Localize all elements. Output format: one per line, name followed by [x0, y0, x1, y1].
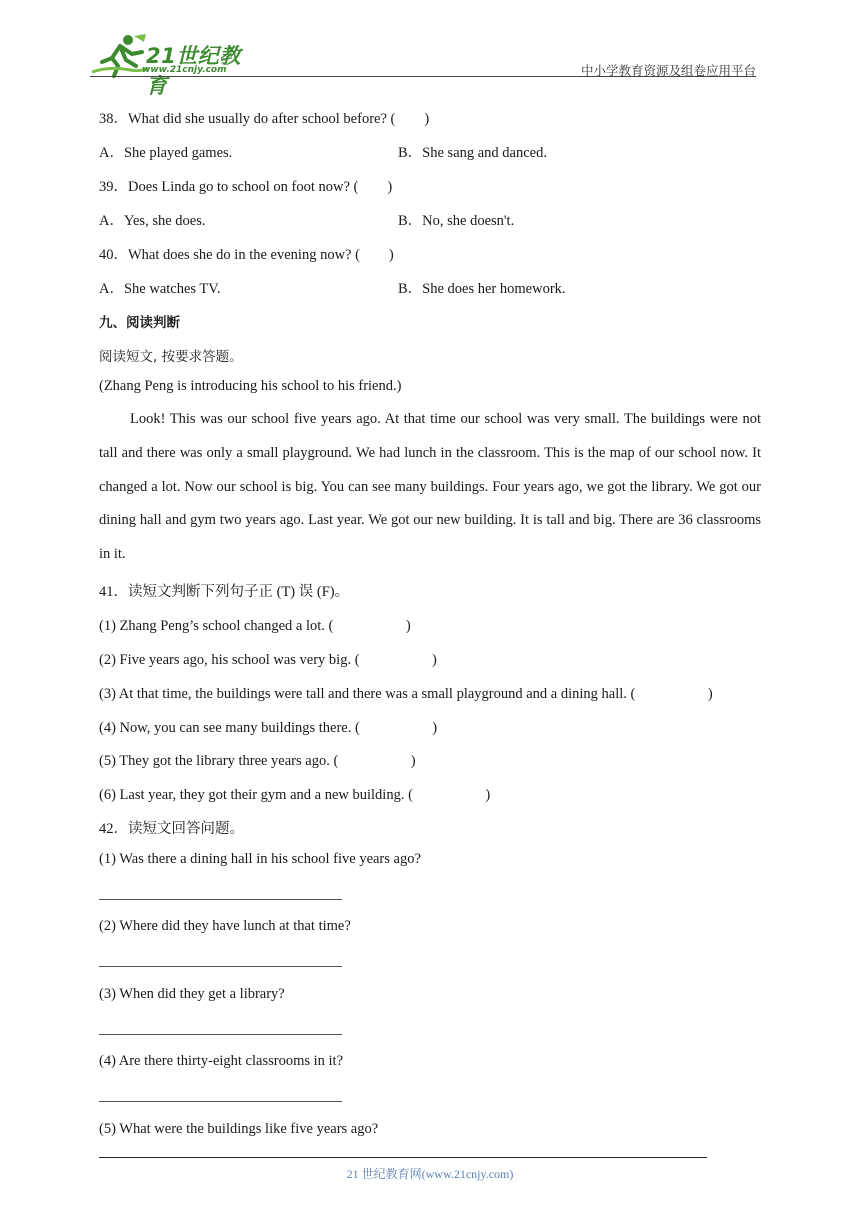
reading-passage: Look! This was our school five years ago. At that time our school was very small. The buildings were not tall and there was only a small playground. We had lunch in the classroom. This is the map of our school now. It changed a lot. Now our school is big. You can see many buildings. Four years ago, we got the library. We got our dining hall and gym two years ago. Last year. We got our new building. It is tall and big. There are 36 classrooms in it. — [99, 411, 761, 563]
answer-line-1[interactable] — [99, 899, 342, 900]
runner-logo-icon — [90, 32, 150, 78]
q42-item-3: (3) When did they get a library? — [99, 986, 285, 1002]
q41-item-4: (4) Now, you can see many buildings there. ( ) — [99, 720, 438, 736]
q42-item-4: (4) Are there thirty-eight classrooms in it? — [99, 1053, 344, 1069]
page-header — [90, 32, 756, 98]
question-39: 39．Does Linda go to school on foot now? ( ) — [99, 179, 393, 195]
q41-item-3: (3) At that time, the buildings were tall and there was a small playground and a dining hall. ( ) — [99, 686, 713, 702]
section-title: 九、阅读判断 — [99, 315, 180, 331]
q39-option-a: A．Yes, she does. — [99, 213, 206, 229]
header-divider — [90, 76, 756, 77]
q38-option-b: B．She sang and danced. — [398, 145, 547, 161]
q41-item-2: (2) Five years ago, his school was very big. ( ) — [99, 652, 437, 668]
q41-item-5: (5) They got the library three years ago. ( ) — [99, 753, 416, 769]
q40-option-b: B．She does her homework. — [398, 281, 566, 297]
question-42-title: 42．读短文回答问题。 — [99, 821, 244, 837]
q38-option-a: A．She played games. — [99, 145, 233, 161]
logo-url: www.21cnjy.com — [142, 65, 227, 75]
q39-option-b: B．No, she doesn't. — [398, 213, 515, 229]
site-logo — [90, 32, 260, 98]
q42-item-1: (1) Was there a dining hall in his school five years ago? — [99, 851, 421, 867]
question-38: 38．What did she usually do after school before? ( ) — [99, 111, 430, 127]
question-40: 40．What does she do in the evening now? ( ) — [99, 247, 394, 263]
passage-intro: (Zhang Peng is introducing his school to his friend.) — [99, 378, 402, 394]
answer-line-3[interactable] — [99, 1034, 342, 1035]
question-41-title: 41．读短文判断下列句子正 (T) 误 (F)。 — [99, 584, 350, 600]
logo-text: 21世纪教育 — [146, 44, 241, 98]
q42-item-2: (2) Where did they have lunch at that time? — [99, 918, 351, 934]
answer-line-4[interactable] — [99, 1101, 342, 1102]
q40-option-a: A．She watches TV. — [99, 281, 221, 297]
header-platform-label: 中小学教育资源及组卷应用平台 — [580, 63, 756, 78]
q41-item-1: (1) Zhang Peng’s school changed a lot. ( ) — [99, 618, 411, 634]
q42-item-5: (5) What were the buildings like five years ago? — [99, 1121, 379, 1137]
q41-item-6: (6) Last year, they got their gym and a new building. ( ) — [99, 787, 491, 803]
footer-site-link[interactable]: 21 世纪教育网(www.21cnjy.com) — [346, 1167, 514, 1181]
answer-line-2[interactable] — [99, 966, 342, 967]
section-instruction: 阅读短文, 按要求答题。 — [99, 349, 243, 365]
footer-divider — [99, 1157, 707, 1158]
